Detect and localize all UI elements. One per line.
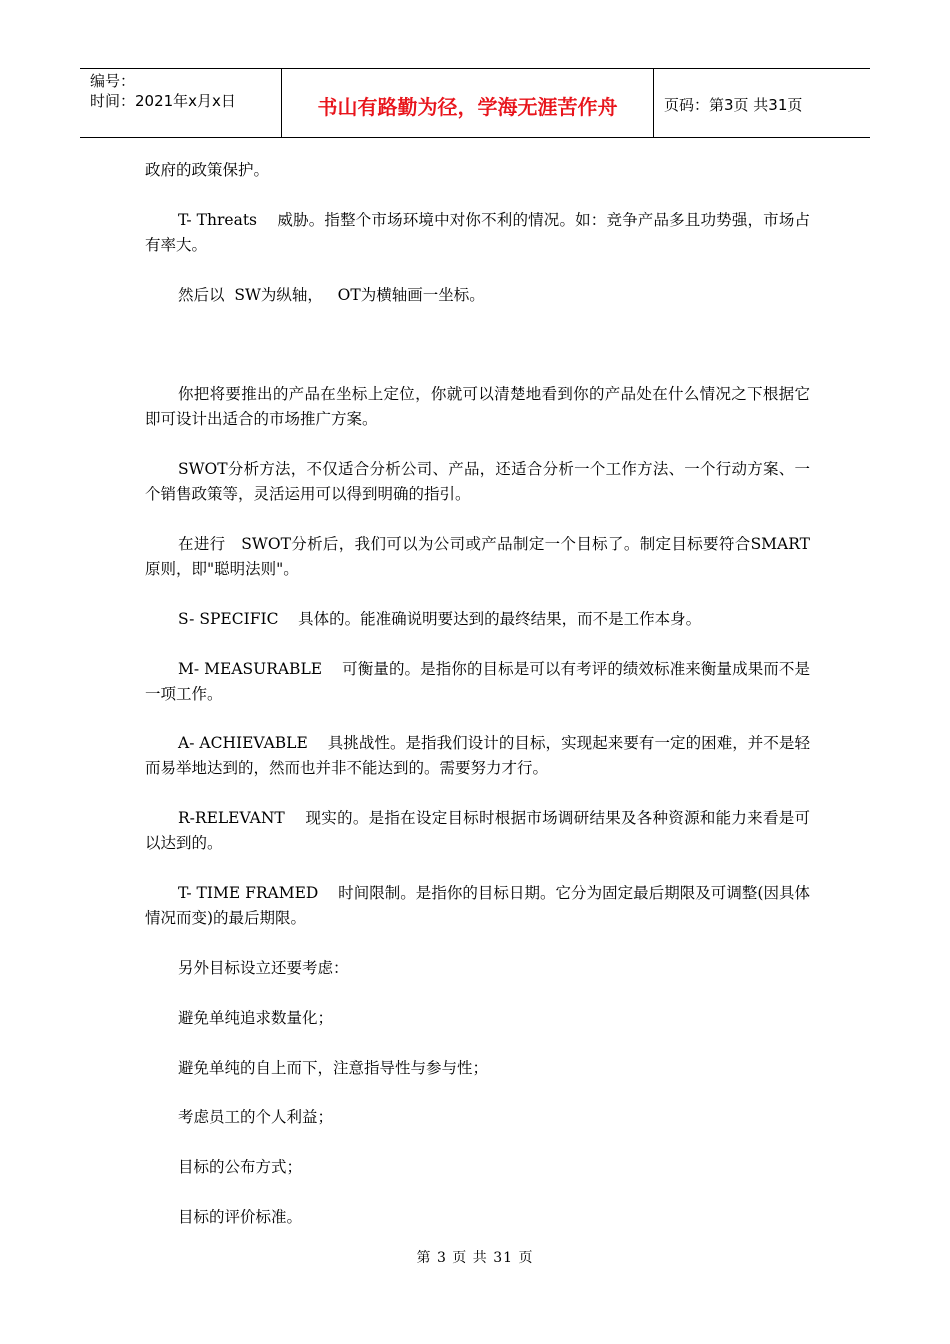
paragraph: R-RELEVANT 现实的。是指在设定目标时根据市场调研结果及各种资源和能力来看是可以达到的。 (145, 809, 810, 852)
page-footer: 第 3 页 共 31 页 (416, 1250, 534, 1266)
paragraph: T- TIME FRAMED 时间限制。是指你的目标日期。它分为固定最后期限及可调整(因具体情况而变)的最后期限。 (145, 884, 810, 927)
paragraph: 考虑员工的个人利益； (178, 1108, 334, 1126)
header-motto: 书山有路勤为径，学海无涯苦作舟 (282, 69, 654, 137)
document-number-label: 编号： (90, 72, 136, 90)
document-header (80, 68, 870, 138)
paragraph: 避免单纯追求数量化； (178, 1009, 334, 1027)
paragraph: T- Threats 威胁。指整个市场环境中对你不利的情况。如：竞争产品多且功势强，市场占有率大。 (145, 211, 810, 254)
paragraph: S- SPECIFIC 具体的。能准确说明要达到的最终结果，而不是工作本身。 (178, 610, 702, 628)
paragraph: A- ACHIEVABLE 具挑战性。是指我们设计的目标，实现起来要有一定的困难，并不是轻而易举地达到的，然而也并非不能达到的。需要努力才行。 (145, 734, 810, 777)
header-meta-cell (80, 69, 282, 137)
paragraph: 避免单纯的自上而下，注意指导性与参与性； (178, 1059, 489, 1077)
header-page-info: 页码：第3页 共31页 (664, 95, 803, 114)
paragraph: SWOT分析方法，不仅适合分析公司、产品，还适合分析一个工作方法、一个行动方案、一个销售政策等，灵活运用可以得到明确的指引。 (145, 460, 810, 503)
paragraph: 目标的评价标准。 (178, 1208, 303, 1226)
paragraph: 你把将要推出的产品在坐标上定位，你就可以清楚地看到你的产品处在什么情况之下根据它即可设计出适合的市场推广方案。 (145, 385, 810, 428)
paragraph: 在进行 SWOT分析后，我们可以为公司或产品制定一个目标了。制定目标要符合SMART原则，即"聪明法则"。 (145, 535, 810, 578)
paragraph: 目标的公布方式； (178, 1158, 303, 1176)
paragraph: 另外目标设立还要考虑： (178, 959, 349, 977)
paragraph: 然后以 SW为纵轴， OT为横轴画一坐标。 (178, 286, 485, 304)
paragraph: M- MEASURABLE 可衡量的。是指你的目标是可以有考评的绩效标准来衡量成果而不是一项工作。 (145, 660, 810, 703)
document-date-label: 时间：2021年x月x日 (90, 92, 236, 110)
paragraph: 政府的政策保护。 (145, 161, 270, 179)
